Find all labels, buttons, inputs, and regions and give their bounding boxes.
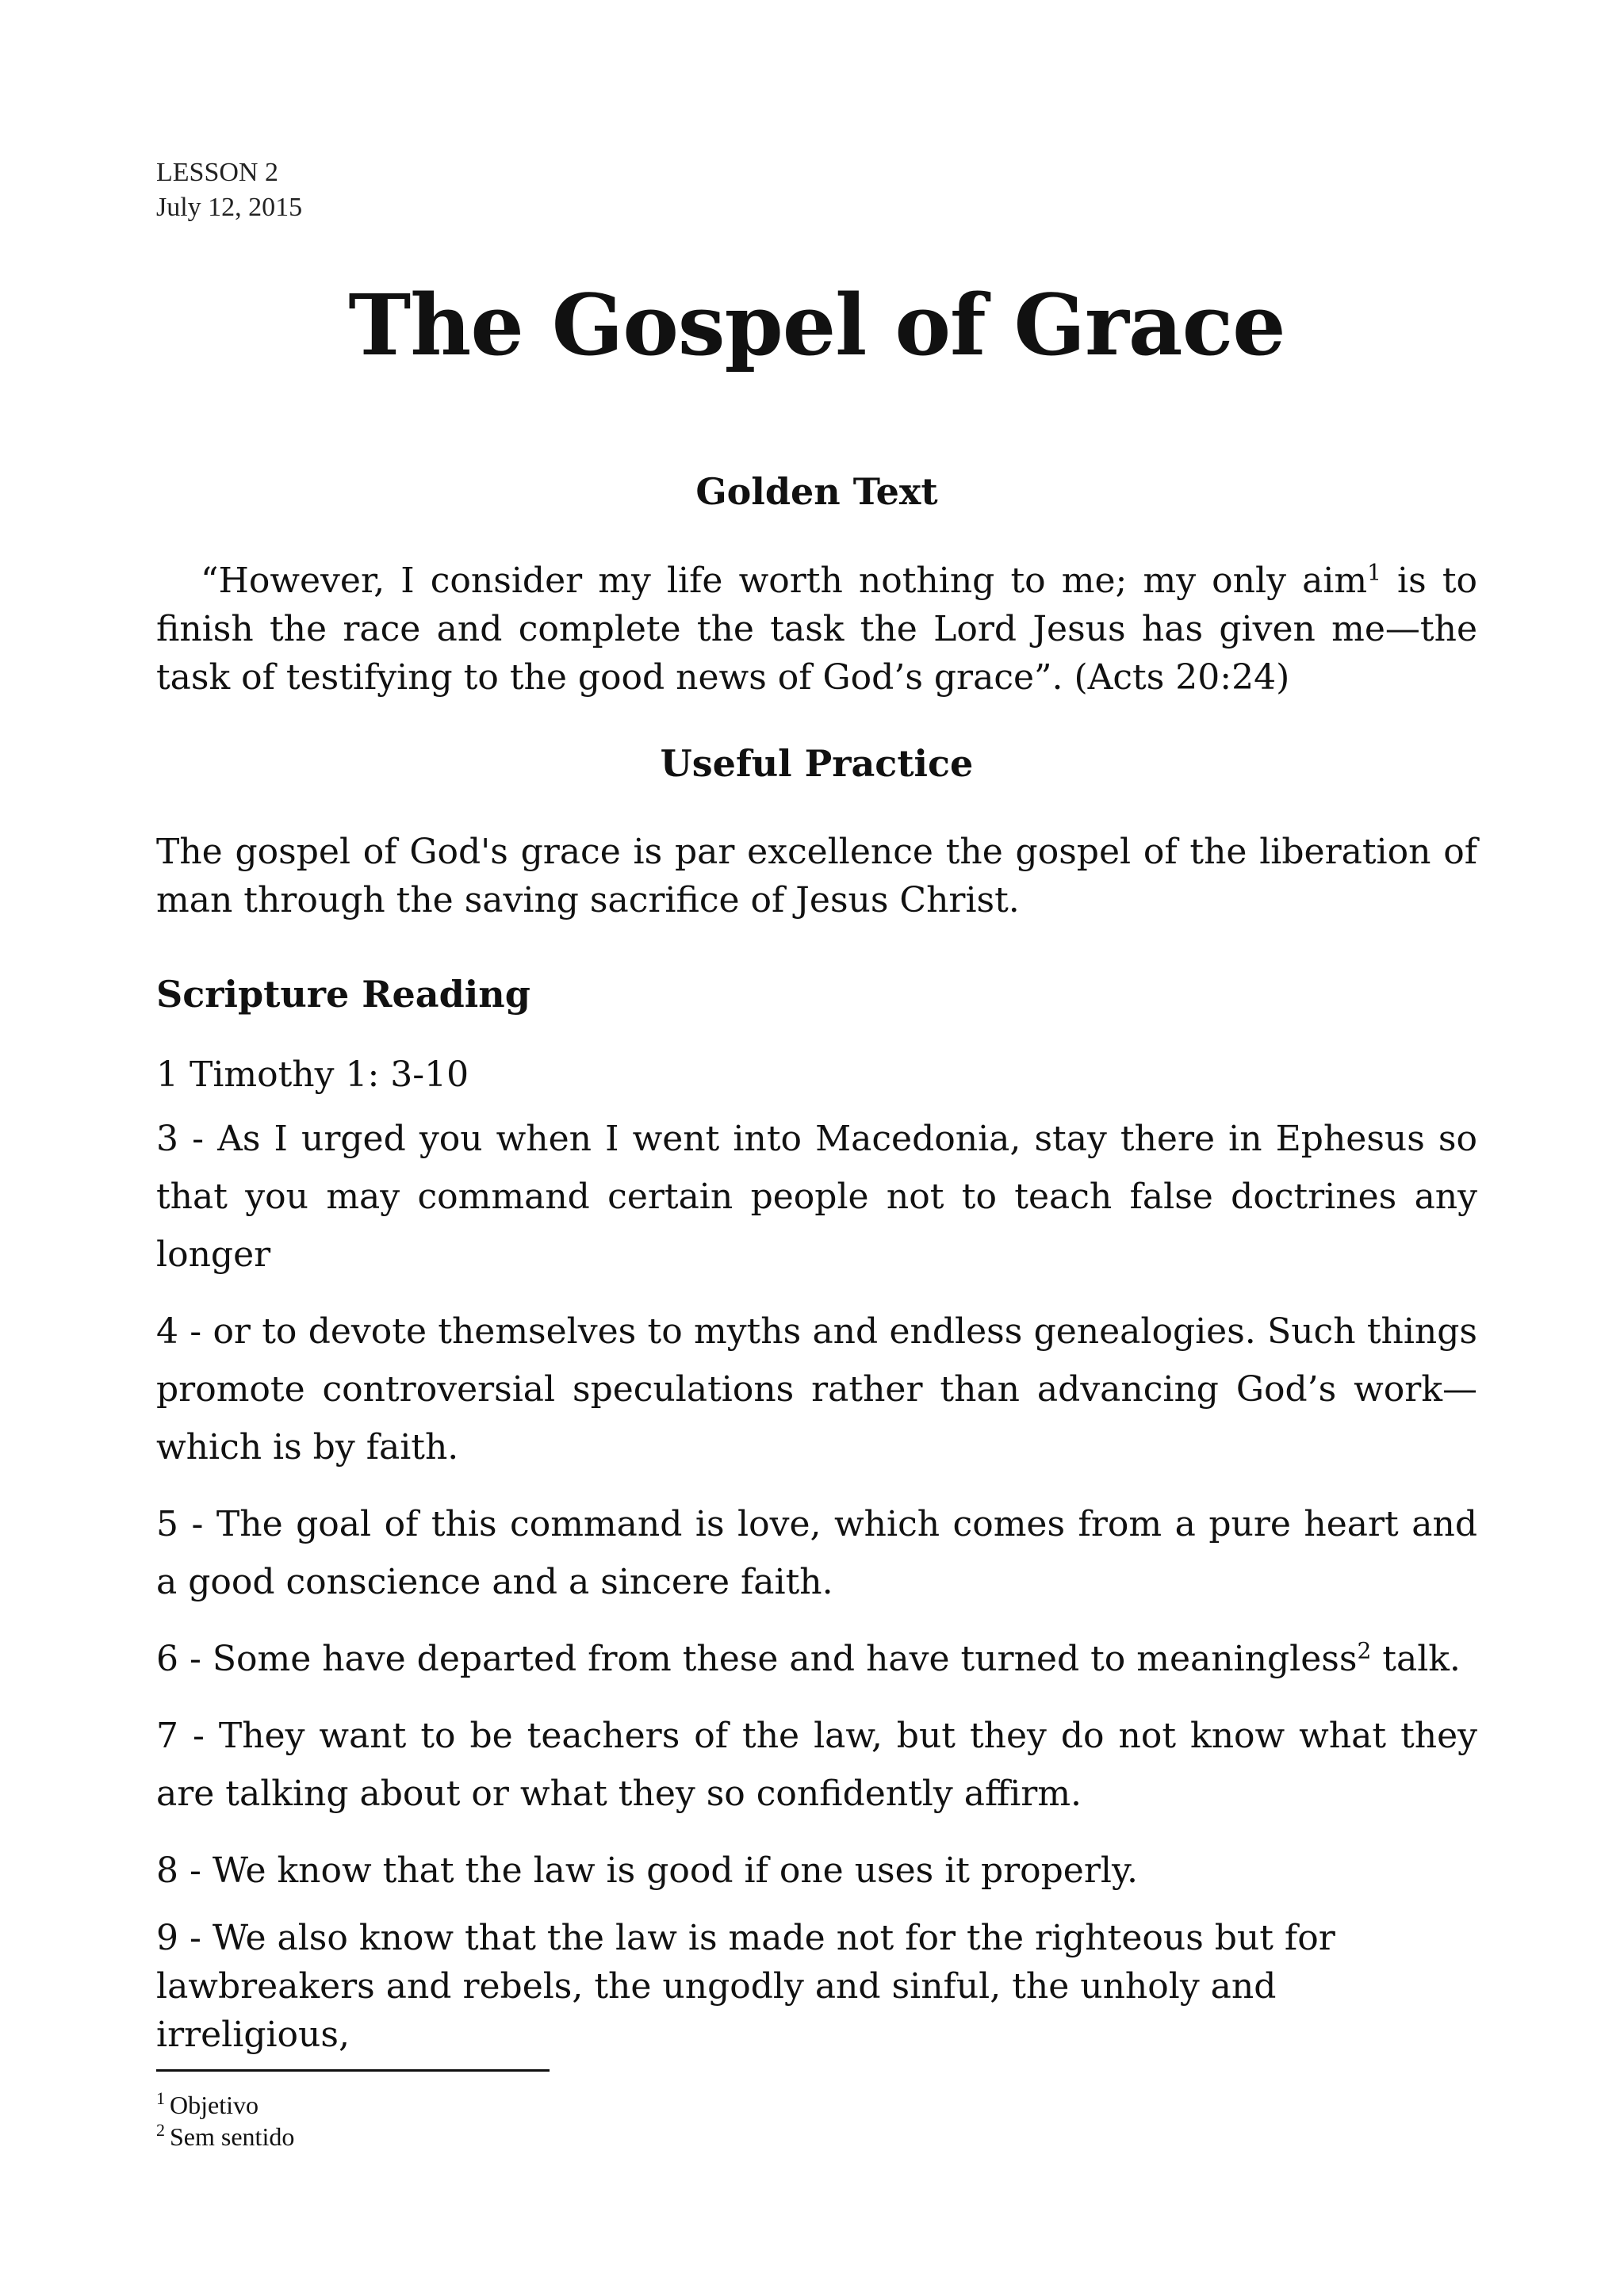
verse-3: 3 - As I urged you when I went into Macedonia, stay there in Ephesus so that you may command certain people not to teach false doctrines any longer — [156, 1119, 1477, 1275]
scripture-reading-heading: Scripture Reading — [156, 973, 530, 1016]
verse-6-text-end: talk. — [1371, 1639, 1461, 1679]
lesson-label: LESSON 2 — [156, 158, 278, 187]
footnote-2-text: Sem sentido — [170, 2122, 295, 2151]
verse-8: 8 - We know that the law is good if one uses it properly. — [156, 1850, 1138, 1891]
verse-6-text: 6 - Some have departed from these and have turned to meaningless — [156, 1639, 1358, 1679]
useful-practice-body: The gospel of God's grace is par excellence the gospel of the liberation of man through the saving sacrifice of Jesus Christ. — [156, 832, 1477, 920]
scripture-reference: 1 Timothy 1: 3-10 — [156, 1054, 469, 1095]
footnote-ref-2[interactable]: 2 — [1357, 1637, 1372, 1664]
golden-text-body-start: “However, I consider my life worth nothing to me; my only aim — [201, 561, 1368, 601]
verse-7: 7 - They want to be teachers of the law, but they do not know what they are talking about or what they so confidently affirm. — [156, 1716, 1477, 1814]
footnote-2-mark: 2 — [156, 2120, 165, 2141]
footnote-separator — [156, 2069, 550, 2072]
verse-5: 5 - The goal of this command is love, which comes from a pure heart and a good conscience and a sincere faith. — [156, 1504, 1477, 1602]
footnote-1-text: Objetivo — [170, 2091, 259, 2119]
lesson-date: July 12, 2015 — [156, 193, 303, 222]
verse-6 — [156, 1630, 1477, 1688]
golden-text-body-end: is to finish the race and complete the task the Lord Jesus has given me—the task of testifying to the good news of God’s grace”. (Acts 20:24) — [156, 561, 1478, 698]
golden-text-body — [156, 557, 1477, 702]
page-title: The Gospel of Grace — [348, 275, 1285, 374]
footnote-ref-1[interactable]: 1 — [1367, 559, 1381, 586]
golden-text-heading: Golden Text — [695, 470, 938, 513]
footnote-1 — [156, 2090, 259, 2120]
verse-4: 4 - or to devote themselves to myths and endless genealogies. Such things promote controversial speculations rather than advancing God’s work—which is by faith. — [156, 1311, 1477, 1468]
footnote-1-mark: 1 — [156, 2088, 165, 2109]
useful-practice-heading: Useful Practice — [660, 742, 974, 785]
footnote-2 — [156, 2122, 294, 2152]
verse-9: 9 - We also know that the law is made not for the righteous but for lawbreakers and rebels, the ungodly and sinful, the unholy and irreligious, — [156, 1918, 1335, 2055]
